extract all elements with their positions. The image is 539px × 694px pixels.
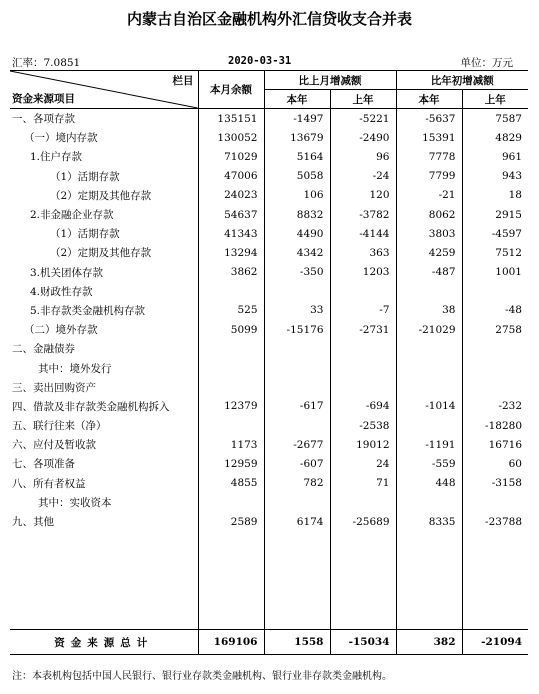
cell-balance: 5099: [198, 320, 264, 339]
total-balance: 169106: [198, 630, 264, 655]
cell-ytd-this-year: -1014: [396, 397, 462, 416]
footnote: 注：本表机构包括中国人民银行、银行业存款类金融机构、银行业非存款类金融机构。: [12, 671, 392, 682]
cell-ytd-last-year: 60: [508, 457, 522, 470]
table-row: [10, 301, 528, 320]
cell-balance: 41343: [198, 224, 264, 243]
cell-ytd-last-year: -232: [498, 400, 522, 413]
header-vs-year-start: 比年初增减额: [396, 71, 528, 90]
header-ytd-last-year: 上年: [462, 90, 528, 109]
table-row: [10, 358, 528, 377]
table-row: [10, 378, 528, 397]
row-label: 一、各项存款: [10, 109, 198, 129]
header-vs-last-month: 比上月增减额: [264, 71, 396, 90]
cell-ytd-last-year: 16716: [488, 438, 522, 451]
cell-month-this-year: -350: [264, 263, 330, 282]
cell-ytd-this-year: [396, 416, 462, 435]
cell-month-last-year: 1203: [330, 263, 396, 282]
cell-month-last-year: [330, 339, 396, 358]
blank-cell: [264, 531, 330, 630]
cell-month-this-year: 4342: [264, 243, 330, 262]
row-label: 九、其他: [10, 512, 198, 531]
cell-ytd-this-year: 448: [396, 474, 462, 493]
cell-month-this-year: 33: [264, 301, 330, 320]
blank-row: [10, 531, 528, 630]
cell-month-last-year: -7: [330, 301, 396, 320]
total-ytd-last-year: -21094: [462, 630, 528, 655]
cell-balance: 4855: [198, 474, 264, 493]
cell-month-last-year: 120: [330, 186, 396, 205]
row-label: （二）境外存款: [10, 320, 198, 339]
table-row: [10, 243, 528, 262]
table-row: [10, 128, 528, 147]
table-row: [10, 224, 528, 243]
row-label: （2）定期及其他存款: [10, 186, 198, 205]
header-balance: 本月余额: [198, 71, 264, 109]
cell-month-last-year: -5221: [330, 109, 396, 129]
cell-balance: [198, 493, 264, 512]
cell-month-this-year: 13679: [264, 128, 330, 147]
header-lanmu: 栏目: [172, 75, 194, 87]
cell-month-this-year: -15176: [264, 320, 330, 339]
report-title: 内蒙古自治区金融机构外汇信贷收支合并表: [126, 10, 412, 28]
cell-month-this-year: 6174: [264, 512, 330, 531]
cell-month-this-year: -1497: [264, 109, 330, 129]
table-row: [10, 167, 528, 186]
cell-ytd-last-year: [462, 358, 528, 377]
table-row: [10, 454, 528, 473]
row-label: 其中：境外发行: [10, 358, 198, 377]
cell-ytd-this-year: -21029: [396, 320, 462, 339]
cell-month-this-year: [264, 282, 330, 301]
cell-month-this-year: [264, 378, 330, 397]
cell-ytd-this-year: 38: [396, 301, 462, 320]
cell-ytd-this-year: -21: [396, 186, 462, 205]
cell-month-this-year: 782: [264, 474, 330, 493]
cell-ytd-this-year: [396, 339, 462, 358]
cell-month-last-year: -694: [330, 397, 396, 416]
cell-month-last-year: -2731: [330, 320, 396, 339]
header-ytd-this-year: 本年: [396, 90, 462, 109]
table-row: [10, 109, 528, 129]
cell-ytd-last-year: 18: [508, 189, 522, 202]
cell-ytd-last-year: 7587: [495, 112, 522, 125]
table-body: [10, 109, 528, 655]
cell-ytd-this-year: -487: [396, 263, 462, 282]
total-month-this-year: 1558: [264, 630, 330, 655]
cell-ytd-this-year: 7778: [396, 147, 462, 166]
cell-ytd-last-year: 7512: [495, 246, 522, 259]
cell-balance: [198, 358, 264, 377]
credit-table: [10, 70, 528, 655]
blank-cell: [462, 531, 528, 630]
row-label: （一）境内存款: [10, 128, 198, 147]
table-row: [10, 263, 528, 282]
cell-ytd-this-year: 4259: [396, 243, 462, 262]
table-row: [10, 147, 528, 166]
cell-ytd-this-year: 7799: [396, 167, 462, 186]
cell-balance: 3862: [198, 263, 264, 282]
table-row: [10, 282, 528, 301]
cell-month-this-year: [264, 358, 330, 377]
header-month-this-year: 本年: [264, 90, 330, 109]
row-label: 5.非存款类金融机构存款: [10, 301, 198, 320]
exchange-rate: 汇率：7.0851: [12, 57, 81, 69]
table-row: [10, 205, 528, 224]
cell-balance: [198, 416, 264, 435]
cell-month-last-year: [330, 358, 396, 377]
cell-ytd-this-year: [396, 493, 462, 512]
cell-month-this-year: 5164: [264, 147, 330, 166]
row-label: 3.机关团体存款: [10, 263, 198, 282]
cell-ytd-last-year: [462, 493, 528, 512]
cell-balance: 2589: [198, 512, 264, 531]
cell-balance: [198, 339, 264, 358]
cell-month-this-year: [264, 493, 330, 512]
cell-balance: 525: [198, 301, 264, 320]
cell-month-this-year: [264, 416, 330, 435]
row-label: 其中：实收资本: [10, 493, 198, 512]
row-label: 二、金融债券: [10, 339, 198, 358]
row-label: （1）活期存款: [10, 167, 198, 186]
header-corner: [10, 71, 198, 109]
cell-month-last-year: 96: [330, 147, 396, 166]
total-month-last-year: -15034: [330, 630, 396, 655]
cell-ytd-last-year: 1001: [495, 266, 522, 279]
table-row: [10, 435, 528, 454]
cell-month-last-year: -24: [330, 167, 396, 186]
row-label: 2.非金融企业存款: [10, 205, 198, 224]
row-label: （1）活期存款: [10, 224, 198, 243]
cell-balance: 13294: [198, 243, 264, 262]
cell-ytd-last-year: -48: [505, 304, 522, 317]
total-row: [10, 630, 528, 655]
total-label: 资金来源总计: [10, 630, 198, 655]
cell-month-last-year: [330, 282, 396, 301]
cell-balance: 24023: [198, 186, 264, 205]
cell-ytd-this-year: -5637: [396, 109, 462, 129]
cell-ytd-last-year: [462, 378, 528, 397]
table-row: [10, 320, 528, 339]
row-label: 1.住户存款: [10, 147, 198, 166]
cell-ytd-this-year: 15391: [396, 128, 462, 147]
cell-ytd-last-year: -23788: [485, 515, 522, 528]
cell-ytd-this-year: 8062: [396, 205, 462, 224]
cell-ytd-last-year: 2758: [495, 323, 522, 336]
cell-balance: 54637: [198, 205, 264, 224]
cell-balance: 71029: [198, 147, 264, 166]
cell-ytd-last-year: [462, 282, 528, 301]
table-row: [10, 512, 528, 531]
cell-ytd-this-year: [396, 358, 462, 377]
cell-month-last-year: -25689: [330, 512, 396, 531]
cell-balance: [198, 378, 264, 397]
cell-ytd-this-year: -1191: [396, 435, 462, 454]
table-row: [10, 186, 528, 205]
row-label: 四、借款及非存款类金融机构拆入: [10, 397, 198, 416]
row-label: 三、卖出回购资产: [10, 378, 198, 397]
table-row: [10, 397, 528, 416]
cell-month-this-year: -2677: [264, 435, 330, 454]
cell-ytd-last-year: 2915: [495, 208, 522, 221]
unit-label: 单位：万元: [460, 57, 513, 69]
blank-cell: [330, 531, 396, 630]
cell-month-this-year: 4490: [264, 224, 330, 243]
cell-month-this-year: 5058: [264, 167, 330, 186]
cell-month-this-year: 8832: [264, 205, 330, 224]
cell-balance: 135151: [198, 109, 264, 129]
row-label: （2）定期及其他存款: [10, 243, 198, 262]
header-month-last-year: 上年: [330, 90, 396, 109]
header-source-items: 资金来源项目: [12, 93, 75, 105]
cell-balance: 1173: [198, 435, 264, 454]
cell-ytd-last-year: 4829: [495, 131, 522, 144]
cell-ytd-this-year: [396, 378, 462, 397]
cell-month-last-year: 71: [330, 474, 396, 493]
cell-month-last-year: -2490: [330, 128, 396, 147]
cell-month-this-year: [264, 339, 330, 358]
cell-ytd-last-year: -4597: [491, 227, 522, 240]
row-label: 八、所有者权益: [10, 474, 198, 493]
cell-month-last-year: [330, 493, 396, 512]
cell-month-this-year: -617: [264, 397, 330, 416]
cell-month-last-year: 363: [330, 243, 396, 262]
table-row: [10, 339, 528, 358]
table-row: [10, 474, 528, 493]
cell-ytd-this-year: [396, 282, 462, 301]
blank-cell: [10, 531, 198, 630]
cell-month-last-year: -4144: [330, 224, 396, 243]
cell-ytd-this-year: -559: [396, 454, 462, 473]
row-label: 五、联行往来（净）: [10, 416, 198, 435]
cell-ytd-last-year: 943: [501, 170, 522, 183]
cell-balance: 12959: [198, 454, 264, 473]
cell-month-this-year: -607: [264, 454, 330, 473]
blank-cell: [198, 531, 264, 630]
cell-ytd-this-year: 8335: [396, 512, 462, 531]
cell-balance: 47006: [198, 167, 264, 186]
cell-ytd-last-year: [462, 339, 528, 358]
report-date: 2020-03-31: [228, 55, 292, 67]
cell-balance: [198, 282, 264, 301]
cell-ytd-last-year: -3158: [491, 477, 522, 490]
cell-month-last-year: [330, 378, 396, 397]
cell-ytd-last-year: -18280: [485, 419, 522, 432]
row-label: 4.财政性存款: [10, 282, 198, 301]
cell-ytd-this-year: 3803: [396, 224, 462, 243]
cell-month-last-year: 19012: [330, 435, 396, 454]
cell-month-this-year: 106: [264, 186, 330, 205]
table-row: [10, 493, 528, 512]
cell-ytd-last-year: 961: [501, 150, 522, 163]
cell-month-last-year: 24: [330, 454, 396, 473]
row-label: 六、应付及暂收款: [10, 435, 198, 454]
table-row: [10, 416, 528, 435]
row-label: 七、各项准备: [10, 454, 198, 473]
blank-cell: [396, 531, 462, 630]
cell-month-last-year: -3782: [330, 205, 396, 224]
cell-month-last-year: -2538: [330, 416, 396, 435]
cell-balance: 12379: [198, 397, 264, 416]
total-ytd-this-year: 382: [396, 630, 462, 655]
cell-balance: 130052: [198, 128, 264, 147]
